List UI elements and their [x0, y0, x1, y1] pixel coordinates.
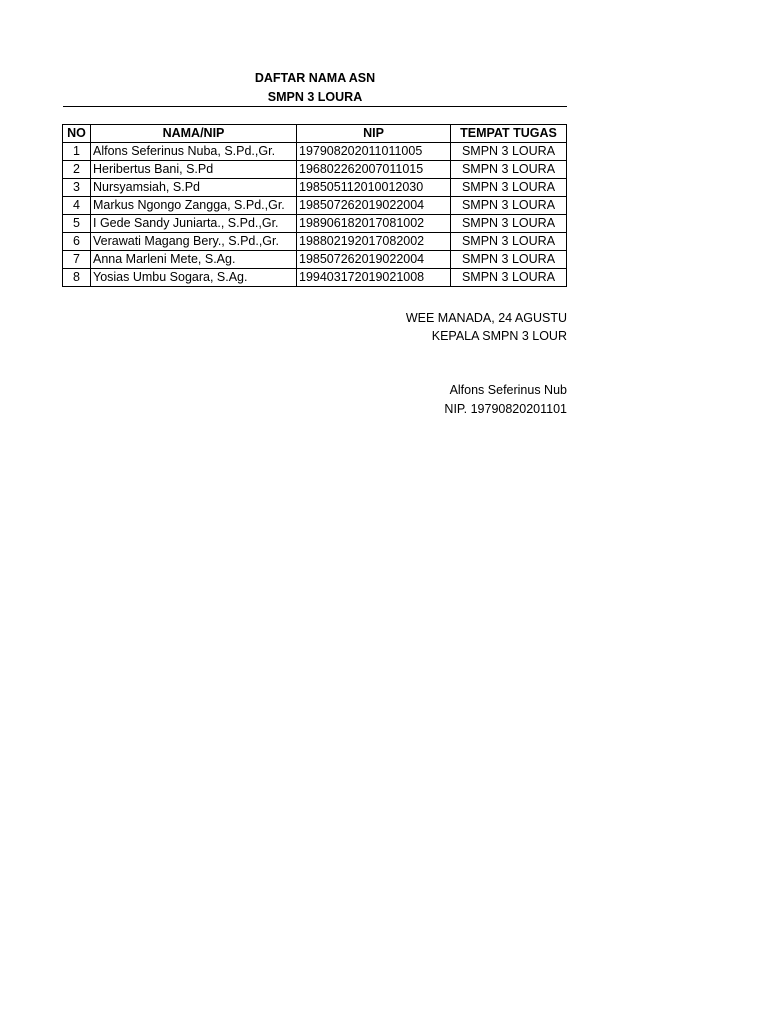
cell-name: I Gede Sandy Juniarta., S.Pd.,Gr. — [91, 215, 297, 233]
cell-place: SMPN 3 LOURA — [451, 251, 567, 269]
asn-table — [62, 124, 567, 287]
table-header-row — [63, 125, 567, 143]
cell-name: Alfons Seferinus Nuba, S.Pd.,Gr. — [91, 143, 297, 161]
cell-nip: 198906182017081002 — [297, 215, 451, 233]
table-row — [63, 197, 567, 215]
table-row — [63, 233, 567, 251]
table-row — [63, 143, 567, 161]
signatory-name-text: Alfons Seferinus Nub — [449, 383, 567, 397]
signature-place-date — [380, 309, 567, 327]
cell-no: 4 — [63, 197, 91, 215]
cell-no: 5 — [63, 215, 91, 233]
cell-nip: 197908202011011005 — [297, 143, 451, 161]
header-no: NO — [63, 125, 91, 143]
header-nip: NIP — [297, 125, 451, 143]
cell-name: Markus Ngongo Zangga, S.Pd.,Gr. — [91, 197, 297, 215]
table-row — [63, 161, 567, 179]
header-name: NAMA/NIP — [91, 125, 297, 143]
cell-place: SMPN 3 LOURA — [451, 269, 567, 287]
cell-name: Heribertus Bani, S.Pd — [91, 161, 297, 179]
header-place: TEMPAT TUGAS — [451, 125, 567, 143]
cell-nip: 198505112010012030 — [297, 179, 451, 197]
cell-no: 6 — [63, 233, 91, 251]
cell-nip: 198802192017082002 — [297, 233, 451, 251]
signature-position-text: KEPALA SMPN 3 LOUR — [431, 329, 567, 343]
cell-no: 3 — [63, 179, 91, 197]
cell-place: SMPN 3 LOURA — [451, 215, 567, 233]
cell-no: 8 — [63, 269, 91, 287]
cell-place: SMPN 3 LOURA — [451, 161, 567, 179]
signatory-nip — [380, 400, 567, 418]
cell-place: SMPN 3 LOURA — [451, 233, 567, 251]
cell-no: 1 — [63, 143, 91, 161]
cell-name: Nursyamsiah, S.Pd — [91, 179, 297, 197]
cell-nip: 196802262007011015 — [297, 161, 451, 179]
header-divider — [63, 106, 567, 107]
table-row — [63, 215, 567, 233]
cell-no: 2 — [63, 161, 91, 179]
cell-name: Yosias Umbu Sogara, S.Ag. — [91, 269, 297, 287]
cell-place: SMPN 3 LOURA — [451, 197, 567, 215]
signatory-name — [380, 381, 567, 399]
signature-position — [380, 327, 567, 345]
cell-nip: 198507262019022004 — [297, 197, 451, 215]
cell-nip: 199403172019021008 — [297, 269, 451, 287]
cell-place: SMPN 3 LOURA — [451, 179, 567, 197]
table-row — [63, 269, 567, 287]
signatory-nip-text: NIP. 19790820201101 — [444, 402, 567, 416]
cell-place: SMPN 3 LOURA — [451, 143, 567, 161]
table-row — [63, 251, 567, 269]
table-row — [63, 179, 567, 197]
cell-name: Anna Marleni Mete, S.Ag. — [91, 251, 297, 269]
school-name-heading: SMPN 3 LOURA — [267, 90, 363, 104]
document-title: DAFTAR NAMA ASN — [254, 71, 376, 85]
signature-place-date-text: WEE MANADA, 24 AGUSTU — [405, 311, 567, 325]
cell-nip: 198507262019022004 — [297, 251, 451, 269]
cell-name: Verawati Magang Bery., S.Pd.,Gr. — [91, 233, 297, 251]
cell-no: 7 — [63, 251, 91, 269]
